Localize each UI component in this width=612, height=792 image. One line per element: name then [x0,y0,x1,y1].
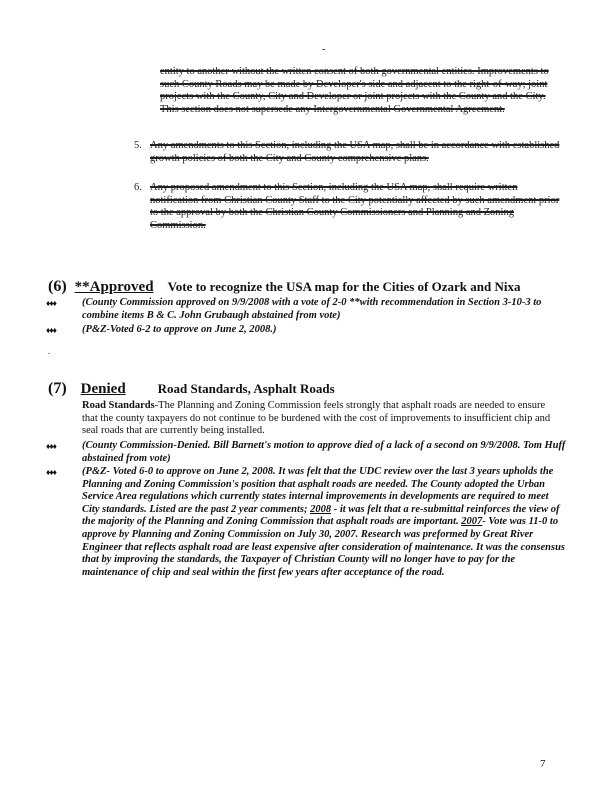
top-mark: - [322,44,326,55]
year-2007: 2007 [461,516,483,528]
section-number: (6) [48,278,67,295]
bullet-text-part: - it was felt that a re-submittal reinforces the view of the majority of the Planning and Zoning Commission that asphalt roads are important. [82,503,560,528]
diamond-bullet-icon: ♦♦♦ [46,325,57,335]
struck-item-text: Any amendments to this Section, including the USA map, shall be in accordance with established growth policies of both the City and County comprehensive plans. [150,140,560,164]
struck-item-5 [130,140,560,165]
bullet-text: (County Commission approved on 9/9/2008 with a vote of 2-0 **with recommendation in Section 3-10-3 to combine items B & C. John Grubaugh abstained from vote) [82,297,542,321]
bullet-text [82,466,566,579]
section-6-bullet-2 [46,324,566,337]
bullet-text: (County Commission-Denied. Bill Barnett's motion to approve died of a lack of a second on 9/9/2008. Tom Huff abstained from vote) [82,440,566,464]
section-title: Road Standards, Asphalt Roads [157,381,335,396]
struck-item-number: 5. [134,140,142,151]
definition-text: -The Planning and Zoning Commission feels strongly that asphalt roads are needed to ensure that the county taxpayers do not continue to be burdened with the cost of improvements to insufficient chip and seal roads that are currently being installed. [82,400,551,437]
section-7-bullet-2 [46,466,566,579]
side-mark: . [48,346,51,356]
section-6-bullet-1 [46,297,566,322]
road-standards-definition [82,400,562,438]
section-title: Vote to recognize the USA map for the Cities of Ozark and Nixa [167,279,521,294]
page-number: 7 [540,758,546,770]
bullet-text: (P&Z-Voted 6-2 to approve on June 2, 2008.) [82,324,277,335]
struck-paragraph [160,66,560,116]
definition-label: Road Standards [82,400,155,411]
bullet-text-part: - Vote was 11-0 to approve by Planning and Zoning Commission on July 30, 2007. Research was preformed by Great River Engineer that reflects asphalt road are least expensive after consideration of maintenance. It was the consensus that by improving the standards, the Taxpayer of Christian County will no longer have to pay for the maintenance of chip and seal within the first few years after acceptance of the road. [82,516,566,578]
bullet-text-part: (P&Z- Voted 6-0 to approve on June 2, 2008. It was felt that the UDC review over the last 3 years upholds the Planning and Zoning Commission's position that asphalt roads are needed. The County adopted the Urban Service Area regulations which currently states internal improvements in developments are required to meet City standards. Listed are the past 2 year comments; [82,466,554,515]
section-7-bullet-1 [46,440,566,465]
status-badge: Denied [80,381,126,397]
struck-item-text: Any proposed amendment to this Section, including the USA map, shall require written notification from Christian County Staff to the City potentially affected by such amendment prior to the approval by both the Christian County Commissioners and Planning and Zoning Commission. [150,182,560,231]
year-2008: 2008 [310,503,332,515]
struck-item-number: 6. [134,182,142,193]
diamond-bullet-icon: ♦♦♦ [46,467,57,477]
diamond-bullet-icon: ♦♦♦ [46,298,57,308]
section-7-heading [48,380,335,398]
status-badge: **Approved [74,279,154,295]
struck-item-6 [130,182,560,232]
struck-paragraph-text: entity to another without the written consent of both governmental entities. Improvements to such County Roads may be made by Developer's side and adjacent to the right-of-way; joint projects with the County, City and Developer or joint projects with the County and the City. This section does not supersede any Intergovernmental Governmental Agreement. [160,66,549,115]
section-6-heading [48,278,520,296]
section-number: (7) [48,380,67,397]
diamond-bullet-icon: ♦♦♦ [46,441,57,451]
